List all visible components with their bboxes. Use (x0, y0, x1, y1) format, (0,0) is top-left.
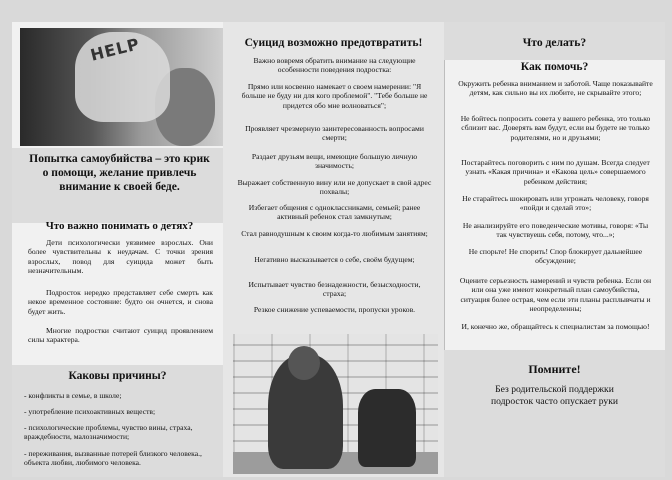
sign-item: Проявляет чрезмерную заинтересованность вопросами смерти; (245, 124, 424, 143)
help-item: Не спорьте! Не спорить! Спор блокирует дальнейшее обсуждение; (468, 247, 643, 266)
sign-item: Выражает собственную вину или не допускает в свой адрес похвалы; (237, 178, 432, 197)
sign-item: Прямо или косвенно намекает о своем намерении: "Я больше не буду ни для кого проблемой". "Тебе больше не придется обо мне волноваться"; (241, 82, 428, 110)
sign-item: Испытывает чувство безнадежности, безысходности, страха; (248, 280, 421, 299)
head-shape (288, 346, 320, 380)
left-column (12, 22, 223, 477)
help-item: Окружить ребенка вниманием и заботой. Чаще показывайте детям, как сильно вы их любите, не скрывайте этого; (458, 79, 653, 98)
children-p3: Многие подростки считают суицид проявлением силы характера. (28, 326, 213, 345)
how-to-help-title: Как помочь? (520, 60, 589, 73)
remember-text: Без родительской поддержки подросток часто опускает руки (490, 384, 619, 407)
lead-band (12, 148, 223, 223)
middle-column (223, 22, 444, 477)
remember-heading: Помните! (528, 362, 581, 376)
right-column (444, 22, 665, 477)
prevent-title: Суицид возможно предотвратить! (244, 36, 423, 49)
remember-band (444, 350, 665, 477)
sign-item: Избегает общения с одноклассниками, семьей; ранее активный ребенок стал замкнутым; (248, 203, 421, 222)
help-item: Не анализируйте его поведенческие мотивы, говоря: «Ты так чувствуешь себя, потому, что...»; (462, 221, 649, 240)
backpack-shape (358, 389, 416, 467)
children-heading: Что важно понимать о детях? (45, 220, 194, 232)
what-to-do-title: Что делать? (522, 36, 587, 49)
sign-item: Резкое снижение успеваемости, пропуски уроков. (253, 305, 416, 314)
sign-item: Негативно высказывается о себе, своём будущем; (254, 255, 415, 264)
cause-item: - употребление психоактивных веществ; (24, 407, 156, 416)
help-item: Постарайтесь поговорить с ним по душам. Всегда следует узнать «Какая причина» и «Какова цель» совершаемого ребенком действия; (461, 158, 650, 186)
help-text: HELP (88, 34, 142, 65)
cause-item: - переживания, вызванные потерей близкого человека., объекта любви, любимого человека. (24, 449, 202, 468)
what-to-do-band (444, 22, 665, 60)
cause-item: - психологические проблемы, чувство вины, страха, враждебности, малозначимости; (24, 423, 193, 442)
sign-item: Раздает друзьям вещи, имеющие большую личную значимость; (251, 152, 418, 171)
cause-item: - конфликты в семье, в школе; (24, 391, 122, 400)
help-item: Не бойтесь попросить совета у вашего ребенка, это только сблизит вас. Доверять вам будут, если вы будете не только родителями, но и друзьями; (460, 114, 651, 142)
sad-teen-photo (233, 334, 438, 474)
help-item: Не старайтесь шокировать или угрожать человеку, говоря «пойди и сделай это»; (462, 194, 649, 213)
prevent-intro: Важно вовремя обратить внимание на следующие особенности поведения подростка: (253, 56, 416, 75)
lead-text: Попытка самоубийства – это крик о помощи, желание привлечь внимание к своей беде. (29, 152, 210, 193)
sign-item: Стал равнодушным к своим когда-то любимым занятиям; (241, 229, 428, 238)
help-item: Оцените серьезность намерений и чувств ребенка. Если он или она уже имеют конкретный план самоубийства, ситуация более острая, чем если эти планы расплывчаты и неопределенны; (459, 276, 652, 314)
help-item: И, конечно же, обращайтесь к специалистам за помощью! (461, 322, 650, 331)
help-photo (20, 28, 223, 146)
causes-band (12, 365, 223, 477)
leaflet-sheet (12, 22, 665, 477)
children-p2: Подросток нередко представляет себе смерть как некое временное состояние: будто он очнется, и снова будет жить. (28, 288, 213, 316)
children-p1: Дети психологически уязвимее взрослых. Они более чувствительны к неудачам. С точки зрения взрослых, повод для суицида может быть незначительным. (28, 238, 213, 276)
causes-heading: Каковы причины? (68, 370, 167, 382)
